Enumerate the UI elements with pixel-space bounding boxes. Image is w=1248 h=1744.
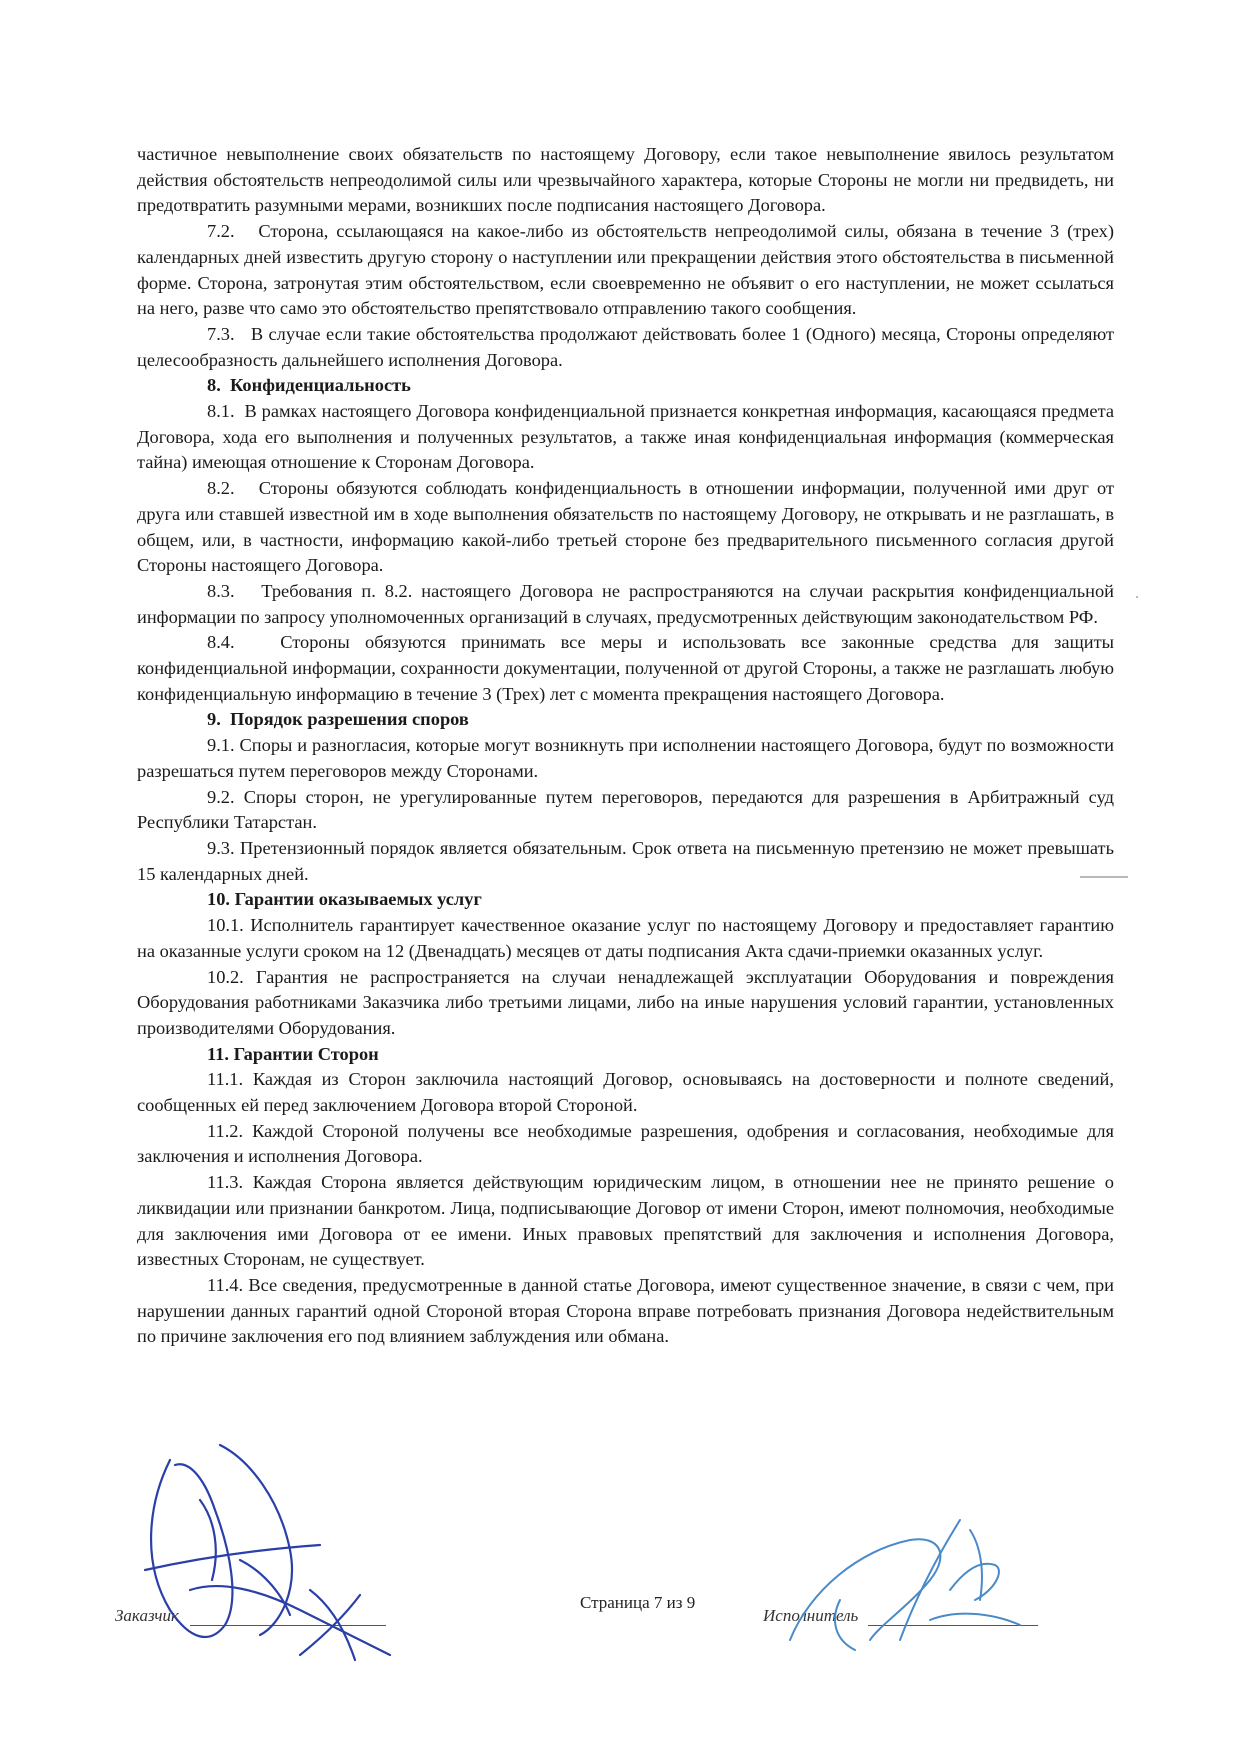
contractor-label: Исполнитель — [763, 1606, 859, 1625]
paragraph: 7.3. В случае если такие обстоятельства продолжают действовать более 1 (Одного) месяца, Стороны определяют целесообразность дальнейшего исполнения Договора. — [137, 323, 1114, 370]
paragraph: 9.2. Споры сторон, не урегулированные путем переговоров, передаются для разрешения в Арбитражный суд Республики Татарстан. — [137, 786, 1114, 833]
paragraph: 11.1. Каждая из Сторон заключила настоящий Договор, основываясь на достоверности и полноте сведений, сообщенных ей перед заключением Договора второй Стороной. — [137, 1069, 1114, 1116]
section-heading: 10. Гарантии оказываемых услуг — [207, 889, 482, 910]
section-heading: 9. Порядок разрешения споров — [207, 709, 469, 730]
scan-artifact — [1080, 876, 1128, 878]
paragraph: 8.3. Требования п. 8.2. настоящего Договора не распространяются на случаи раскрытия конфиденциальной информации по запросу уполномоченных организаций в случаях, предусмотренных действующим законодательством РФ. — [137, 580, 1114, 627]
customer-signature-image — [130, 1440, 450, 1670]
customer-signature-line — [190, 1625, 386, 1626]
customer-label: Заказчик — [115, 1606, 179, 1625]
section-heading: 8. Конфиденциальность — [207, 375, 411, 396]
paragraph: 11.4. Все сведения, предусмотренные в данной статье Договора, имеют существенное значение, в связи с чем, при нарушении данных гарантий одной Стороной вторая Сторона вправе потребовать признания Договора недействительным по причине заключения его под влиянием заблуждения или обмана. — [137, 1274, 1114, 1347]
paragraph: 8.2. Стороны обязуются соблюдать конфиденциальность в отношении информации, полученной ими друг от друга или ставшей известной им в ходе выполнения обязательств по настоящему Договору, не открывать и не разглашать, в общем, или, в частности, информацию какой-либо третьей стороне без предварительного письменного согласия другой Стороны настоящего Договора. — [137, 478, 1114, 576]
page-number: Страница 7 из 9 — [580, 1593, 696, 1612]
paragraph: 9.1. Споры и разногласия, которые могут возникнуть при исполнении настоящего Договора, будут по возможности разрешаться путем переговоров между Сторонами. — [137, 735, 1114, 781]
document-body — [137, 142, 1114, 1350]
scan-artifact — [1136, 596, 1138, 598]
paragraph: 8.4. Стороны обязуются принимать все меры и использовать все законные средства для защиты конфиденциальной информации, сохранности документации, полученной от другой Стороны, а также не разглашать любую конфиденциальную информацию в течение 3 (Трех) лет с момента прекращения настоящего Договора. — [137, 632, 1114, 704]
paragraph: 11.2. Каждой Стороной получены все необходимые разрешения, одобрения и согласования, необходимые для заключения и исполнения Договора. — [137, 1120, 1114, 1167]
paragraph: частичное невыполнение своих обязательств по настоящему Договору, если такое невыполнение явилось результатом действия обстоятельств непреодолимой силы или чрезвычайного характера, которые Стороны не могли ни предвидеть, ни предотвратить разумными мерами, возникших после подписания настоящего Договора. — [137, 144, 1114, 216]
paragraph: 10.2. Гарантия не распространяется на случаи ненадлежащей эксплуатации Оборудования и повреждения Оборудования работниками Заказчика либо третьими лицами, либо на иные нарушения условий гарантии, установленных производителями Оборудования. — [137, 966, 1114, 1038]
paragraph: 10.1. Исполнитель гарантирует качественное оказание услуг по настоящему Договору и предоставляет гарантию на оказанные услуги сроком на 12 (Двенадцать) месяцев от даты подписания Акта сдачи-приемки оказанных услуг. — [137, 915, 1114, 961]
contractor-signature-image — [780, 1500, 1040, 1660]
contractor-signature-line — [868, 1625, 1038, 1626]
paragraph: 8.1. В рамках настоящего Договора конфиденциальной признается конкретная информация, касающаяся предмета Договора, хода его выполнения и полученных результатов, а также иная конфиденциальная информация (коммерческая тайна) имеющая отношение к Сторонам Договора. — [137, 401, 1114, 473]
section-heading: 11. Гарантии Сторон — [207, 1043, 379, 1064]
paragraph: 11.3. Каждая Сторона является действующим юридическим лицом, в отношении нее не принято решение о ликвидации или признании банкротом. Лица, подписывающие Договор от имени Сторон, имеют полномочия, необходимые для заключения ими Договора от ее имени. Иных правовых препятствий для заключения и исполнения Договора, известных Сторонам, не существует. — [137, 1172, 1114, 1270]
paragraph: 9.3. Претензионный порядок является обязательным. Срок ответа на письменную претензию не может превышать 15 календарных дней. — [137, 837, 1114, 884]
paragraph: 7.2. Сторона, ссылающаяся на какое-либо из обстоятельств непреодолимой силы, обязана в течение 3 (трех) календарных дней известить другую сторону о наступлении или прекращении действия этого обстоятельства в письменной форме. Сторона, затронутая этим обстоятельством, если своевременно не объявит о его наступлении, не может ссылаться на него, разве что само это обстоятельство препятствовало отправлению такого сообщения. — [137, 221, 1114, 319]
